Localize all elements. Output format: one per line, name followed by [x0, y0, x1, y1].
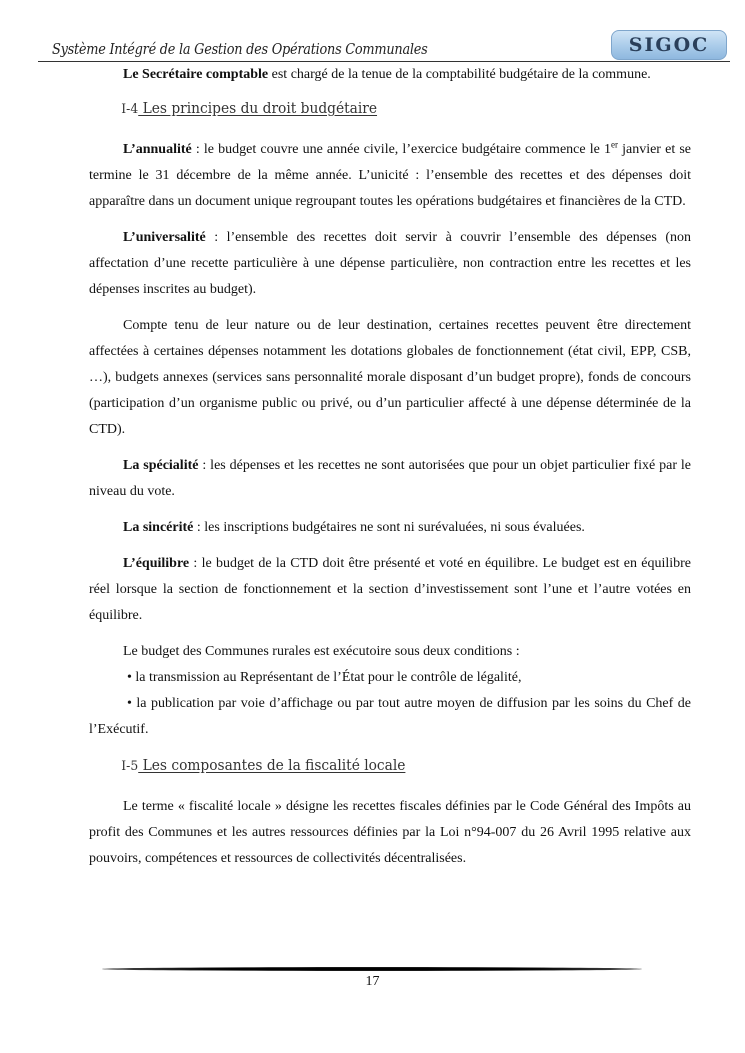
section-number: I-4	[121, 102, 139, 117]
annualite-text-2: janvier et se termine le 31 décembre de la même année. L’unicité : l’ensemble des recettes et des dépenses doit apparaître dans un document unique regroupant toutes les opérations budgétaires et financières de la CTD.	[89, 142, 692, 209]
sincerite-text: : les inscriptions budgétaires ne sont ni surévaluées, ni sous évaluées.	[193, 520, 585, 535]
universalite-paragraph	[89, 225, 691, 303]
intro-text: est chargé de la tenue de la comptabilité budgétaire de la commune.	[268, 67, 651, 82]
fiscalite-paragraph: Le terme « fiscalité locale » désigne les recettes fiscales définies par le Code Général des Impôts au profit des Communes et les autres ressources définies par la Loi n°94-007 du 26 Avril 1995 relative aux pouvoirs, compétences et ressources de collectivités décentralisées.	[89, 799, 691, 866]
universalite-term: L’universalité	[123, 230, 206, 245]
ordinal-superscript: er	[610, 139, 618, 150]
specialite-paragraph	[89, 453, 691, 505]
section-heading-i5	[89, 753, 661, 780]
specialite-text: : les dépenses et les recettes ne sont autorisées que pour un objet particulier fixé par le niveau du vote.	[89, 458, 691, 499]
annualite-paragraph	[89, 137, 691, 215]
section-number: I-5	[121, 759, 139, 774]
annualite-term: L’annualité	[123, 142, 192, 157]
header-title: Système Intégré de la Gestion des Opérations Communales	[52, 40, 428, 58]
footer-divider	[102, 967, 642, 971]
conditions-intro: Le budget des Communes rurales est exécutoire sous deux conditions :	[123, 644, 520, 659]
list-item: • la publication par voie d’affichage ou par tout autre moyen de diffusion par les soins du Chef de l’Exécutif.	[89, 696, 691, 737]
page-number: 17	[365, 974, 380, 989]
equilibre-paragraph	[89, 551, 691, 629]
sincerite-paragraph	[89, 515, 691, 541]
affectation-paragraph: Compte tenu de leur nature ou de leur destination, certaines recettes peuvent être directement affectées à certaines dépenses notamment les dotations globales de fonctionnement (état civil, EPP, CSB, …), budgets annexes (services sans personnalité morale disposant d’un budget propre), fonds de concours (participation d’un organisme public ou privé, ou d’un particulier affecté à une dépense déterminée de la CTD).	[89, 318, 691, 437]
document-body	[89, 66, 691, 872]
section-heading-i4	[89, 96, 661, 123]
equilibre-text: : le budget de la CTD doit être présenté et voté en équilibre. Le budget est en équilibre réel lorsque la section de fonctionnement et la section d’investissement sont l’une et l’autre votées en équilibre.	[89, 556, 691, 623]
annualite-text-1: : le budget couvre une année civile, l’exercice budgétaire commence le 1	[191, 142, 611, 157]
header-divider	[38, 61, 730, 62]
section-title: Les composantes de la fiscalité locale	[138, 758, 406, 774]
sincerite-term: La sincérité	[123, 520, 194, 535]
section-title: Les principes du droit budgétaire	[138, 101, 378, 117]
sigoc-logo: SIGOC	[611, 30, 727, 60]
intro-term: Le Secrétaire comptable	[123, 67, 269, 82]
specialite-term: La spécialité	[123, 458, 199, 473]
list-item: • la transmission au Représentant de l’État pour le contrôle de légalité,	[127, 670, 522, 685]
intro-paragraph	[89, 66, 691, 84]
universalite-text: : l’ensemble des recettes doit servir à couvrir l’ensemble des dépenses (non affectation d’une recette particulière à une dépense particulière, non contraction entre les recettes et les dépenses inscrites au budget).	[89, 230, 691, 297]
equilibre-term: L’équilibre	[123, 556, 190, 571]
